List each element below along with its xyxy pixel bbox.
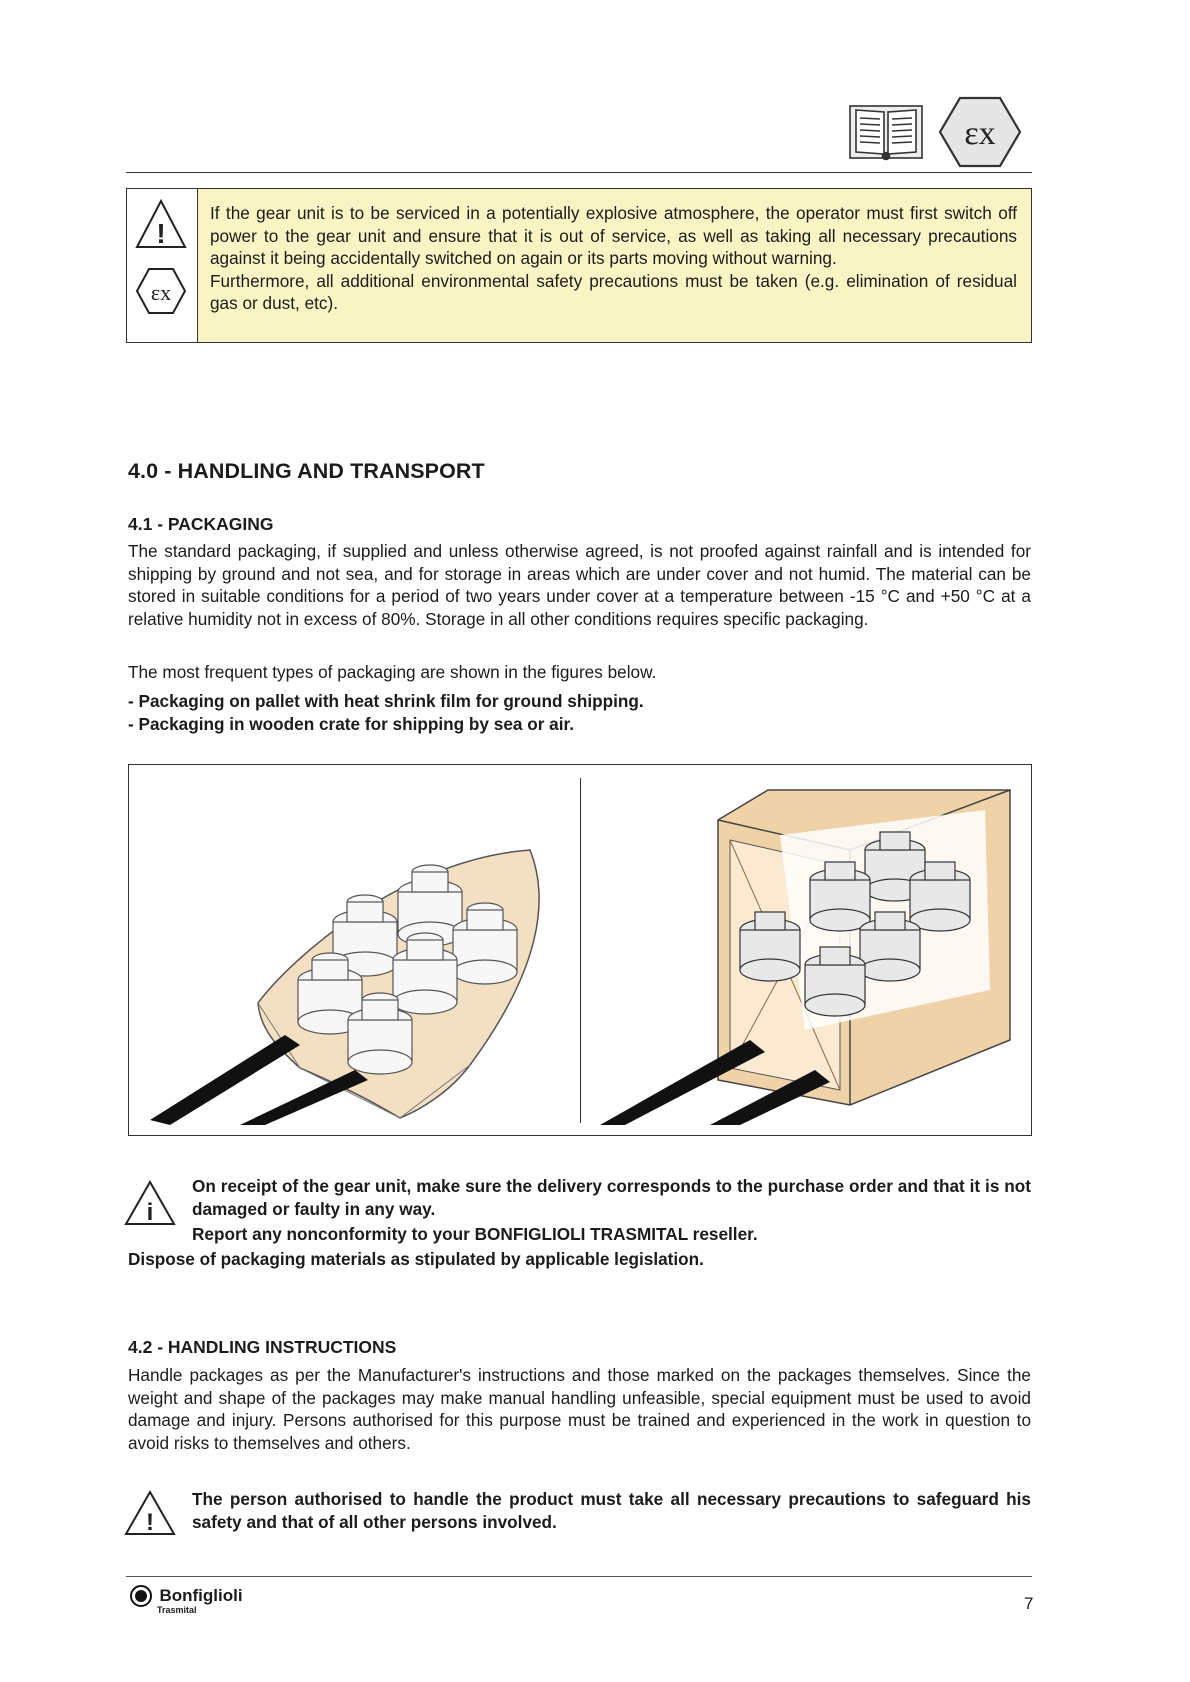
- footer-rule: [126, 1576, 1032, 1577]
- header-rule: [126, 172, 1032, 173]
- warning-icons: [127, 189, 195, 341]
- svg-text:!: !: [156, 218, 166, 249]
- packaging-paragraph: The standard packaging, if supplied and unless otherwise agreed, is not proofed against rainfall and is intended for shipping by ground and not sea, and for storage in areas which are under cover and not humid. The material can be stored in suitable conditions for a period of two years under cover at a temperature between -15 °C and +50 °C at a relative humidity not in excess of 80%. Storage in all other conditions requires specific packaging.: [128, 541, 1031, 629]
- svg-text:i: i: [146, 1199, 154, 1226]
- manual-book-icon: [850, 106, 922, 160]
- atex-warning-line2: Furthermore, all additional environmental safety precautions must be taken (e.g. elimination of residual gas or dust, etc).: [210, 270, 1017, 313]
- handling-warning: The person authorised to handle the product must take all necessary precautions to safeguard his safety and that of all other persons involved.: [192, 1489, 1031, 1532]
- packaging-figures-intro: The most frequent types of packaging are shown in the figures below.: [128, 662, 657, 682]
- gear-unit: [805, 947, 865, 1016]
- ex-small-icon: [137, 269, 185, 313]
- section-title: 4.0 - HANDLING AND TRANSPORT: [128, 459, 485, 483]
- handling-paragraph: Handle packages as per the Manufacturer's instructions and those marked on the packages themselves. Since the weight and shape of the packages may make manual handling unfeasible, special equipment must be used to avoid damage and injury. Persons authorised for this purpose must be trained and experienced in the work in question to avoid risks to themselves and others.: [128, 1365, 1031, 1453]
- svg-text:εx: εx: [964, 115, 996, 152]
- svg-text:!: !: [146, 1509, 154, 1536]
- gear-unit: [910, 862, 970, 931]
- pallet-figure: [140, 780, 575, 1125]
- ex-icon: [940, 98, 1020, 166]
- handling-title: 4.2 - HANDLING INSTRUCTIONS: [128, 1337, 397, 1357]
- gear-unit: [810, 862, 870, 931]
- fork-right: [240, 1070, 368, 1125]
- warning-icons-column: [127, 189, 198, 342]
- page-number: 7: [1024, 1594, 1034, 1613]
- warning-triangle-icon: [122, 1488, 178, 1538]
- receipt-note-line1: On receipt of the gear unit, make sure the delivery corresponds to the purchase order and that it is not damaged or faulty in any way.: [192, 1176, 1031, 1219]
- crate-figure: [590, 780, 1025, 1125]
- figure-divider: [580, 778, 581, 1123]
- disposal-note: Dispose of packaging materials as stipulated by applicable legislation.: [128, 1249, 704, 1269]
- packaging-bullet-pallet: - Packaging on pallet with heat shrink film for ground shipping.: [128, 691, 644, 711]
- receipt-note-line2: Report any nonconformity to your BONFIGLIOLI TRASMITAL reseller.: [192, 1224, 758, 1244]
- packaging-title: 4.1 - PACKAGING: [128, 514, 274, 534]
- gear-unit: [740, 912, 800, 981]
- atex-warning-line1: If the gear unit is to be serviced in a potentially explosive atmosphere, the operator must first switch off power to the gear unit and ensure that it is out of service, as well as taking all necessary precautions against it being accidentally switched on again or its parts moving without warning.: [210, 203, 1017, 268]
- svg-text:εx: εx: [150, 280, 172, 305]
- warning-triangle-icon: [137, 201, 185, 249]
- bonfiglioli-logo: [130, 1585, 243, 1615]
- brand-name: Bonfiglioli: [159, 1586, 243, 1605]
- header-icons: [848, 92, 1028, 170]
- atex-warning-text: [198, 189, 1031, 342]
- packaging-bullet-crate: - Packaging in wooden crate for shipping by sea or air.: [128, 714, 575, 734]
- atex-warning-box: [126, 188, 1032, 343]
- info-triangle-icon: [122, 1178, 178, 1228]
- bonfiglioli-logo-mark: [130, 1585, 152, 1607]
- gear-unit: [860, 912, 920, 981]
- brand-subname: Trasmital: [157, 1605, 197, 1615]
